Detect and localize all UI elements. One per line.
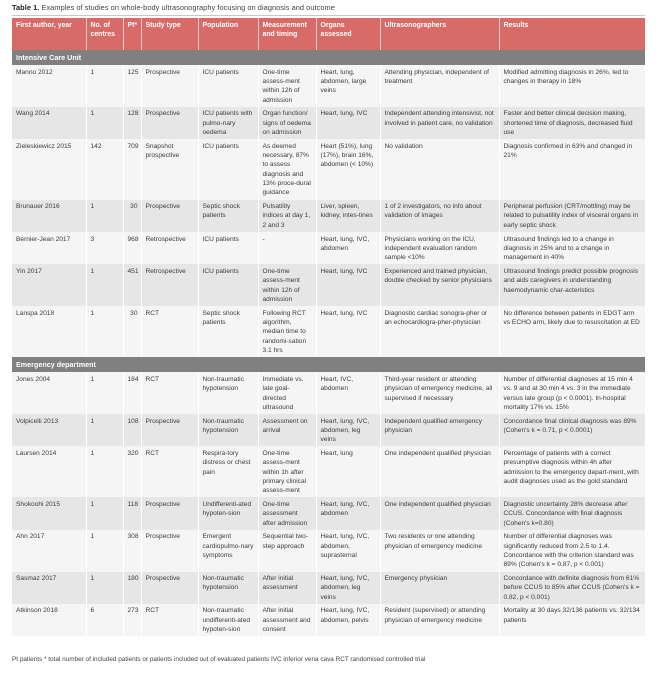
cell-results: Diagnosis confirmed in 63% and changed in 21% [499, 139, 645, 199]
cell-no-of-centres: 3 [86, 232, 123, 264]
cell-ultrasonographers: Independent qualified emergency physician [380, 414, 499, 446]
cell-no-of-centres: 1 [86, 107, 123, 139]
cell-ultrasonographers: Third-year resident or attending physician of emergency medicine, all supervised if necessary [380, 372, 499, 414]
cell-population: ICU patients with pulmo-nary oedema [198, 107, 258, 139]
cell-population: Non-traumatic hypotension [198, 572, 258, 604]
cell-no-of-centres: 1 [86, 572, 123, 604]
cell-measurement-timing: Pulsatility indices at day 1, 2 and 3 [258, 200, 316, 232]
cell-study-type: Prospective [141, 530, 198, 572]
cell-organs-assessed: Heart, lung, IVC, abdomen, leg veins [316, 414, 380, 446]
cell-ultrasonographers: Resident (supervised) or attending physician of emergency medicine [380, 604, 499, 636]
table-row [12, 446, 645, 497]
cell-population: Septic shock patients [198, 200, 258, 232]
table-row [12, 200, 645, 232]
cell-ultrasonographers: Emergency physician [380, 572, 499, 604]
cell-first-author: Wang 2014 [12, 107, 86, 139]
table-row [12, 497, 645, 529]
cell-measurement-timing: After initial assessment [258, 572, 316, 604]
cell-pt: 273 [123, 604, 141, 636]
cell-organs-assessed: Heart, lung, IVC, abdomen, suprasternal [316, 530, 380, 572]
cell-ultrasonographers: No validation [380, 139, 499, 199]
cell-first-author: Manno 2012 [12, 65, 86, 107]
cell-pt: 30 [123, 200, 141, 232]
cell-measurement-timing: After initial assessment and consent [258, 604, 316, 636]
table-row [12, 264, 645, 306]
header-no-of-centres: No. of centres [86, 18, 123, 50]
cell-study-type: Prospective [141, 107, 198, 139]
cell-no-of-centres: 1 [86, 306, 123, 357]
cell-organs-assessed: Heart (51%), lung (17%), brain 16%, abdomen (< 10%) [316, 139, 380, 199]
table-row [12, 65, 645, 107]
cell-results: Percentage of patients with a correct presumptive diagnosis within 4h after admission to the emergency depart-ment, with audit diagnoses used as the gold standard [499, 446, 645, 497]
cell-results: Ultrasound findings predict possible prognosis and aids caregivers in understanding haemodynamic char-acteristics [499, 264, 645, 306]
header-results: Results [499, 18, 645, 50]
header-population: Population [198, 18, 258, 50]
cell-organs-assessed: Heart, lung [316, 446, 380, 497]
cell-population: ICU patients [198, 65, 258, 107]
cell-population: ICU patients [198, 232, 258, 264]
cell-pt: 968 [123, 232, 141, 264]
cell-pt: 125 [123, 65, 141, 107]
cell-no-of-centres: 1 [86, 446, 123, 497]
cell-study-type: RCT [141, 604, 198, 636]
cell-measurement-timing: Sequential two-step approach [258, 530, 316, 572]
cell-ultrasonographers: Experienced and trained physician, double checked by senior physicians [380, 264, 499, 306]
cell-pt: 308 [123, 530, 141, 572]
cell-ultrasonographers: Attending physician, independent of treatment [380, 65, 499, 107]
cell-results: Diagnostic uncertainty 28% decrease after CCUS. Concordance with final diagnosis (Cohen's k=0.80) [499, 497, 645, 529]
cell-study-type: RCT [141, 372, 198, 414]
cell-organs-assessed: Liver, spleen, kidney, intes-tines [316, 200, 380, 232]
cell-measurement-timing: - [258, 232, 316, 264]
header-organs-assessed: Organs assessed [316, 18, 380, 50]
cell-organs-assessed: Heart, lung, IVC, abdomen [316, 497, 380, 529]
table-row [12, 306, 645, 357]
cell-first-author: Atkinson 2018 [12, 604, 86, 636]
cell-first-author: Zieleskiewicz 2015 [12, 139, 86, 199]
cell-study-type: Prospective [141, 200, 198, 232]
cell-no-of-centres: 1 [86, 264, 123, 306]
cell-organs-assessed: Heart, lung, abdomen, large veins [316, 65, 380, 107]
cell-measurement-timing: Immediate vs. late goal-directed ultrasound [258, 372, 316, 414]
cell-first-author: Bernier-Jean 2017 [12, 232, 86, 264]
section-header-row [12, 50, 645, 65]
cell-no-of-centres: 1 [86, 65, 123, 107]
cell-population: Non-traumatic undifferenti-ated hypoten-sion [198, 604, 258, 636]
cell-organs-assessed: Heart, lung, IVC [316, 107, 380, 139]
cell-population: Respira-tory distress or chest pain [198, 446, 258, 497]
cell-population: Undifferenti-ated hypoten-sion [198, 497, 258, 529]
cell-results: Modified admitting diagnosis in 26%, led to changes in therapy in 18% [499, 65, 645, 107]
table-header-row [12, 18, 645, 50]
cell-pt: 451 [123, 264, 141, 306]
studies-table [12, 18, 645, 636]
section-title: Emergency department [12, 357, 645, 372]
cell-study-type: Prospective [141, 497, 198, 529]
table-caption-label: Table 1. [12, 3, 40, 12]
caption-divider [12, 15, 645, 16]
cell-measurement-timing: One-time assessment after admission [258, 497, 316, 529]
cell-organs-assessed: Heart, lung, IVC [316, 306, 380, 357]
cell-measurement-timing: One-time assess-ment within 12h of admission [258, 65, 316, 107]
cell-study-type: Prospective [141, 65, 198, 107]
cell-pt: 320 [123, 446, 141, 497]
cell-first-author: Shokoohi 2015 [12, 497, 86, 529]
cell-population: Non-traumatic hypotension [198, 414, 258, 446]
table-caption-text: Examples of studies on whole-body ultrasonography focusing on diagnosis and outcome [39, 3, 335, 12]
cell-ultrasonographers: Two residents or one attending physician of emergency medicine [380, 530, 499, 572]
cell-ultrasonographers: Physicians working on the ICU, independent evaluation random sample <10% [380, 232, 499, 264]
cell-organs-assessed: Heart, lung, IVC, abdomen, pelvis [316, 604, 380, 636]
cell-measurement-timing: As deemed necessary, 87% to assess diagnosis and 13% proce-dural guidance [258, 139, 316, 199]
cell-first-author: Lanspa 2018 [12, 306, 86, 357]
cell-ultrasonographers: 1 of 2 investigators, no info about validation of images [380, 200, 499, 232]
cell-results: Number of differential diagnoses was significantly reduced from 2.5 to 1.4. Concordance with the criterion standard was 89% (Cohen's k = 0.87, p < 0.001) [499, 530, 645, 572]
cell-population: Emergent cardiopulmo-nary symptoms [198, 530, 258, 572]
cell-population: Septic shock patients [198, 306, 258, 357]
cell-measurement-timing: Following RCT algorithm, median time to randomi-sation 3.1 hrs [258, 306, 316, 357]
table-row [12, 139, 645, 199]
cell-study-type: RCT [141, 306, 198, 357]
cell-study-type: Retrospective [141, 232, 198, 264]
cell-results: Faster and better clinical decision making, shortened time of diagnosis, decreased fluid use [499, 107, 645, 139]
cell-pt: 709 [123, 139, 141, 199]
cell-pt: 128 [123, 107, 141, 139]
cell-study-type: Prospective [141, 414, 198, 446]
cell-organs-assessed: Heart, lung, IVC [316, 264, 380, 306]
table-row [12, 414, 645, 446]
header-pt: Pt* [123, 18, 141, 50]
cell-first-author: Brunauer 2016 [12, 200, 86, 232]
cell-study-type: Snapshot prospective [141, 139, 198, 199]
table-row [12, 604, 645, 636]
cell-results: Concordance with definite diagnosis from 61% before CCUS to 85% after CCUS (Cohen's k = 0.82, p < 0.001) [499, 572, 645, 604]
cell-organs-assessed: Heart, IVC, abdomen [316, 372, 380, 414]
cell-no-of-centres: 1 [86, 372, 123, 414]
cell-measurement-timing: One-time assess-ment within 1h after primary clinical assess-ment [258, 446, 316, 497]
cell-first-author: Jones 2004 [12, 372, 86, 414]
cell-ultrasonographers: One independent qualified physician [380, 446, 499, 497]
cell-no-of-centres: 1 [86, 200, 123, 232]
table-body [12, 50, 645, 636]
cell-no-of-centres: 1 [86, 497, 123, 529]
table-row [12, 107, 645, 139]
cell-measurement-timing: One-time assess-ment within 12h of admission [258, 264, 316, 306]
cell-first-author: Volpicelli 2013 [12, 414, 86, 446]
cell-pt: 108 [123, 414, 141, 446]
table-row [12, 572, 645, 604]
cell-results: Peripheral perfusion (CRT/mottling) may be related to pulsatility index of visceral organs in early septic shock [499, 200, 645, 232]
header-first-author: First author, year [12, 18, 86, 50]
cell-first-author: Ahn 2017 [12, 530, 86, 572]
cell-ultrasonographers: One independent qualified physician [380, 497, 499, 529]
cell-study-type: RCT [141, 446, 198, 497]
cell-study-type: Prospective [141, 572, 198, 604]
header-measurement-timing: Measurement and timing [258, 18, 316, 50]
cell-first-author: Laursen 2014 [12, 446, 86, 497]
table-row [12, 530, 645, 572]
cell-no-of-centres: 1 [86, 414, 123, 446]
cell-measurement-timing: Assessment on arrival [258, 414, 316, 446]
cell-population: ICU patients [198, 264, 258, 306]
cell-pt: 184 [123, 372, 141, 414]
table-row [12, 232, 645, 264]
cell-first-author: Yin 2017 [12, 264, 86, 306]
cell-no-of-centres: 1 [86, 530, 123, 572]
cell-pt: 180 [123, 572, 141, 604]
cell-organs-assessed: Heart, lung, IVC, abdomen [316, 232, 380, 264]
cell-measurement-timing: Organ function/ signs of oedema on admission [258, 107, 316, 139]
cell-population: ICU patients [198, 139, 258, 199]
section-title: Intensive Care Unit [12, 50, 645, 65]
cell-organs-assessed: Heart, lung, IVC, abdomen, leg veins [316, 572, 380, 604]
cell-pt: 118 [123, 497, 141, 529]
header-ultrasonographers: Ultrasonographers [380, 18, 499, 50]
cell-results: Ultrasound findings led to a change in diagnosis in 25% and to a change in management in 40% [499, 232, 645, 264]
cell-pt: 30 [123, 306, 141, 357]
table-row [12, 372, 645, 414]
table-footnote: Pt patients * total number of included patients or patients included out of evaluated patients IVC inferior vena cava RCT randomised controlled trial [12, 656, 426, 663]
cell-results: Number of differential diagnoses at 15 min 4 vs. 9 and at 30 min 4 vs. 3 in the immediate versus late group (p < 0.0001). In-hospital mortality 17% vs. 15% [499, 372, 645, 414]
cell-results: No difference between patients in EDGT arm vs ECHO arm, likely due to resuscitation at ED [499, 306, 645, 357]
cell-study-type: Retrospective [141, 264, 198, 306]
table-caption [12, 3, 335, 12]
cell-results: Concordance final clinical diagnosis was 89% (Cohen's k = 0.71, p < 0.0001) [499, 414, 645, 446]
cell-no-of-centres: 6 [86, 604, 123, 636]
cell-no-of-centres: 142 [86, 139, 123, 199]
cell-results: Mortality at 30 days 32/136 patients vs. 32/134 patients [499, 604, 645, 636]
header-study-type: Study type [141, 18, 198, 50]
cell-ultrasonographers: Independent attending intensivist, not involved in patient care, no validation [380, 107, 499, 139]
cell-ultrasonographers: Diagnostic cardiac sonogra-pher or an echocardiogra-pher-physician [380, 306, 499, 357]
section-header-row [12, 357, 645, 372]
cell-first-author: Sasmaz 2017 [12, 572, 86, 604]
cell-population: Non-traumatic hypotension [198, 372, 258, 414]
